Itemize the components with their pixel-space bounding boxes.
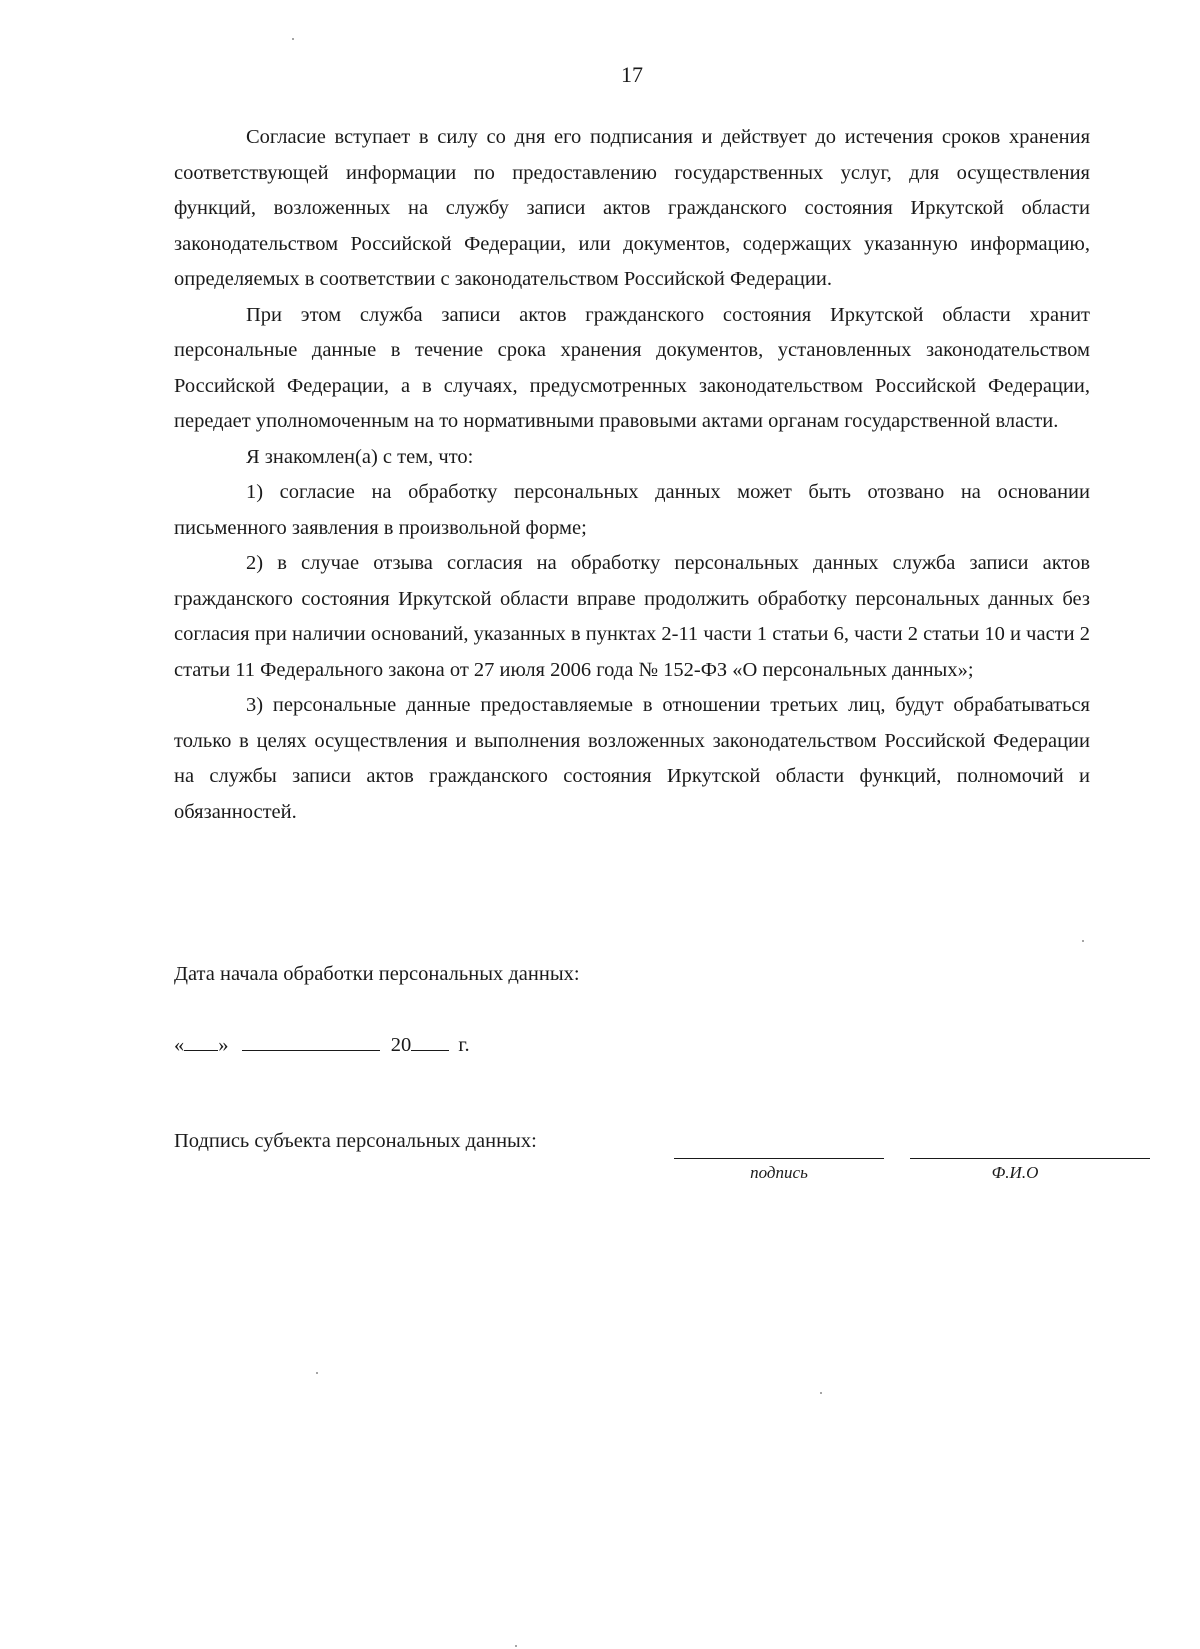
paragraph-data-storage: При этом служба записи актов гражданского состояния Иркутской области хранит персональные данные в течение срока хранения документов, установленных законодательством Российской Федерации, а в случаях, предусмотренных законодательством Российской Федерации, передает уполномоченным на то нормативными правовыми актами органам государственной власти. bbox=[174, 303, 1090, 432]
document-body bbox=[174, 120, 1090, 830]
date-fill-line bbox=[174, 1030, 470, 1057]
paragraph-consent-validity: Согласие вступает в силу со дня его подписания и действует до истечения сроков хранения соответствующей информации по предоставлению государственных услуг, для осуществления функций, возложенных на службу записи актов гражданского состояния Иркутской области законодательством Российской Федерации, или документов, содержащих указанную информацию, определяемых в соответствии с законодательством Российской Федерации. bbox=[174, 126, 1090, 290]
year-prefix: 20 bbox=[390, 1034, 412, 1056]
scan-speck bbox=[1082, 940, 1084, 942]
paragraph-item-1: 1) согласие на обработку персональных данных может быть отозвано на основании письменного заявления в произвольной форме; bbox=[174, 481, 1090, 539]
month-blank[interactable] bbox=[242, 1030, 380, 1051]
year-suffix: г. bbox=[458, 1034, 470, 1056]
scan-speck bbox=[820, 1392, 822, 1394]
date-label: Дата начала обработки персональных данных: bbox=[174, 963, 580, 985]
open-quote: « bbox=[174, 1034, 185, 1056]
signature-blank[interactable] bbox=[674, 1158, 884, 1159]
day-blank[interactable] bbox=[184, 1030, 218, 1051]
signature-caption: подпись bbox=[750, 1163, 808, 1182]
paragraph-acknowledgement: Я знакомлен(а) с тем, что: bbox=[246, 445, 474, 468]
scan-speck bbox=[316, 1372, 318, 1374]
full-name-caption: Ф.И.О bbox=[991, 1163, 1039, 1182]
full-name-blank[interactable] bbox=[910, 1158, 1150, 1159]
page-number: 17 bbox=[621, 62, 643, 87]
close-quote: » bbox=[218, 1034, 229, 1056]
year-blank[interactable] bbox=[411, 1030, 449, 1051]
paragraph-item-3: 3) персональные данные предоставляемые в отношении третьих лиц, будут обрабатываться только в целях осуществления и выполнения возложенных законодательством Российской Федерации на службы записи актов гражданского состояния Иркутской области функций, полномочий и обязанностей. bbox=[174, 694, 1090, 823]
scan-speck bbox=[292, 38, 294, 40]
scan-speck bbox=[515, 1645, 517, 1647]
signature-label: Подпись субъекта персональных данных: bbox=[174, 1130, 537, 1152]
paragraph-item-2: 2) в случае отзыва согласия на обработку персональных данных служба записи актов гражданского состояния Иркутской области вправе продолжить обработку персональных данных без согласия при наличии оснований, указанных в пунктах 2-11 части 1 статьи 6, части 2 статьи 10 и части 2 статьи 11 Федерального закона от 27 июля 2006 года № 152-ФЗ «О персональных данных»; bbox=[174, 552, 1090, 681]
